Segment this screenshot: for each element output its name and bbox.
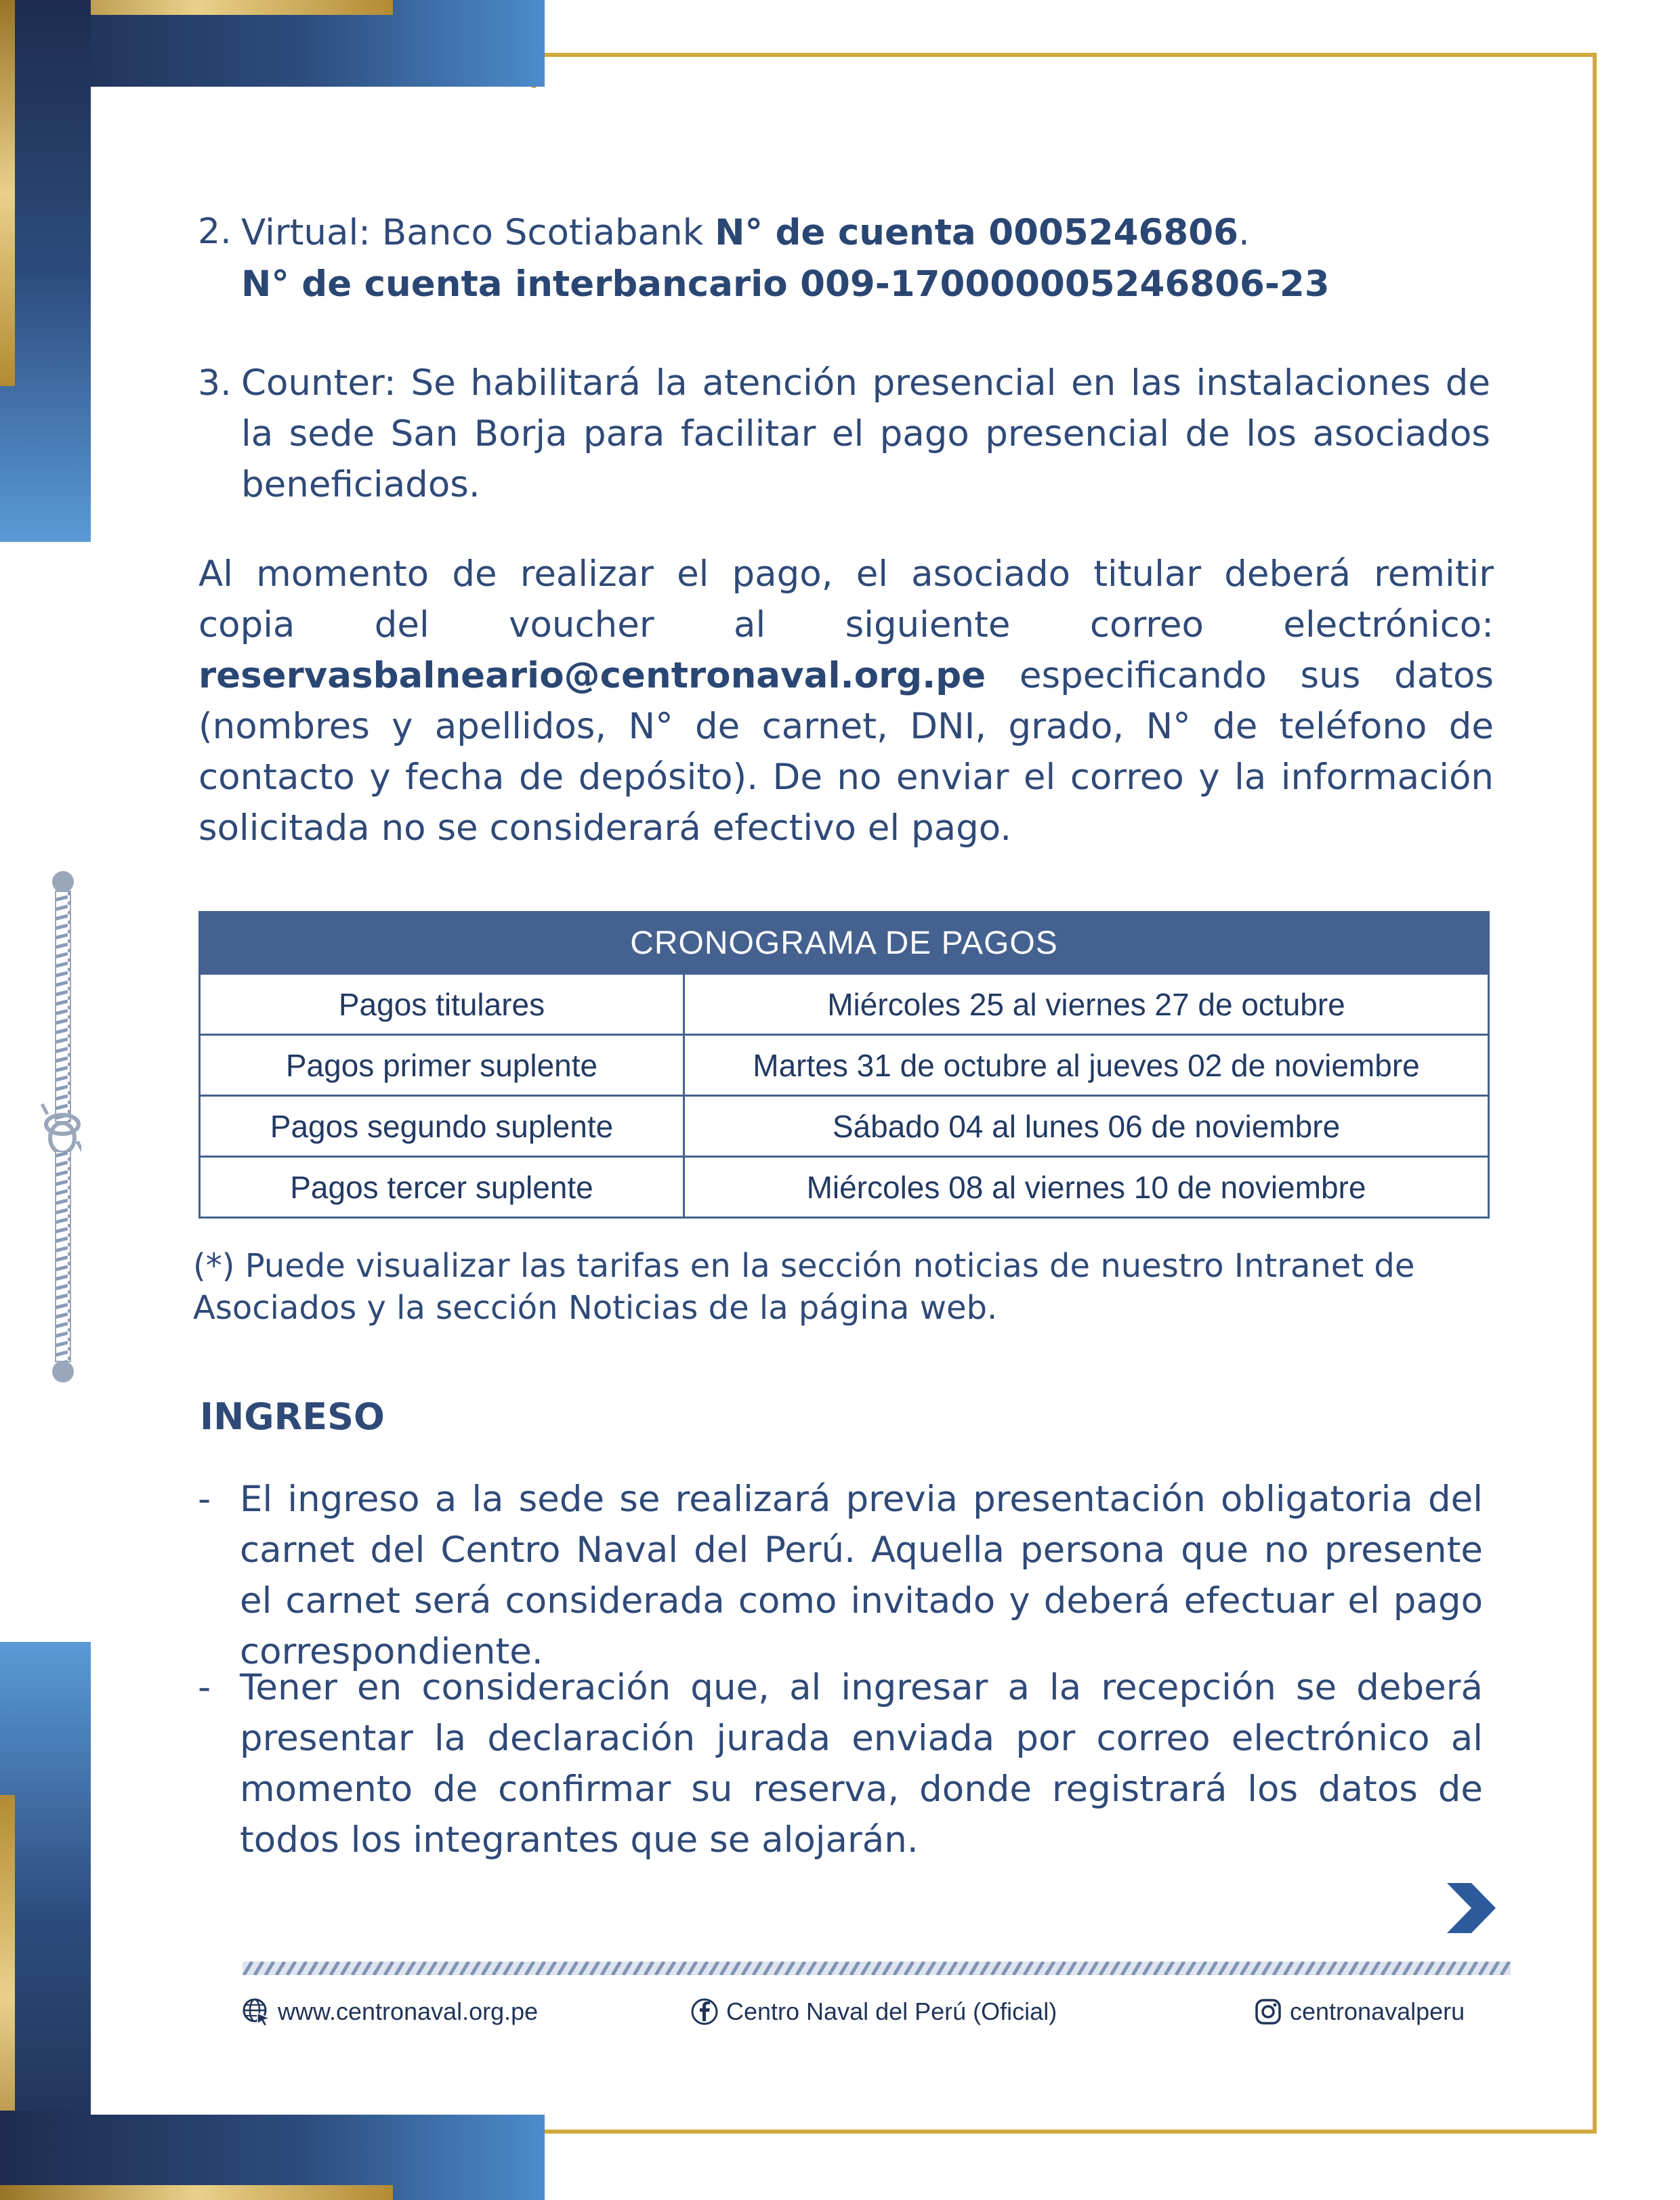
reservation-email-link[interactable]: reservasbalneario@centronaval.org.pe — [198, 655, 986, 696]
row-dates: Martes 31 de octubre al jueves 02 de noviembre — [684, 1035, 1489, 1096]
ingreso-item-1: El ingreso a la sede se realizará previa presentación obligatoria del carnet del Centro Naval del Perú. Aquella persona que no presente el carnet será considerada como invitado y deberá efectuar el pago correspondiente. — [240, 1479, 1483, 1672]
row-dates: Sábado 04 al lunes 06 de noviembre — [684, 1096, 1489, 1157]
list-number-2: 2. — [198, 211, 232, 252]
table-row — [200, 1157, 1489, 1218]
facebook-link[interactable]: Centro Naval del Perú (Oficial) — [726, 1997, 1057, 2025]
footer-rope-divider — [243, 1962, 1511, 1975]
footer-facebook[interactable] — [690, 1997, 1057, 2027]
counter-payment-text: Counter: Se habilitará la atención presencial en las instalaciones de la sede San Borja para facilitar el pago presencial de los asociados beneficiados. — [241, 362, 1490, 505]
instructions-line-2: copia del voucher al siguiente correo electrónico: — [198, 604, 1494, 646]
list-number-3: 3. — [198, 363, 232, 404]
virtual-payment-line — [241, 207, 1461, 258]
account-suffix: . — [1238, 212, 1250, 253]
bottom-gold-band — [0, 2185, 393, 2200]
virtual-payment-prefix: Virtual: Banco Scotiabank — [241, 212, 715, 253]
row-label: Pagos primer suplente — [200, 1035, 684, 1096]
ingreso-heading: INGRESO — [200, 1395, 385, 1438]
account-number: N° de cuenta 0005246806 — [715, 212, 1238, 253]
instructions-rest: especificando sus datos (nombres y apellidos, N° de carnet, DNI, grado, N° de teléfono de contacto y fecha de depósito). De no enviar el correo y la información solicitada no se considerará efectivo el pago. — [198, 655, 1494, 849]
chevron-right-icon[interactable] — [1442, 1879, 1500, 1937]
table-row — [200, 1096, 1489, 1157]
instructions-line-1: Al momento de realizar el pago, el asociado titular deberá remitir — [198, 553, 1494, 595]
footer-instagram[interactable] — [1253, 1997, 1465, 2027]
bullet-dash: - — [198, 1479, 211, 1520]
footer-website[interactable] — [241, 1997, 538, 2027]
instagram-icon — [1253, 1997, 1283, 2027]
table-row — [200, 974, 1489, 1035]
row-dates: Miércoles 25 al viernes 27 de octubre — [684, 974, 1489, 1035]
row-label: Pagos segundo suplente — [200, 1096, 684, 1157]
schedule-title: CRONOGRAMA DE PAGOS — [200, 912, 1489, 974]
interbank-account-number: N° de cuenta interbancario 009-170000005246806-23 — [241, 263, 1330, 305]
rates-note: (*) Puede visualizar las tarifas en la sección noticias de nuestro Intranet de Asociados y la sección Noticias de la página web. — [193, 1247, 1415, 1327]
instructions-body — [198, 650, 1494, 853]
bullet-dash: - — [198, 1667, 211, 1708]
row-label: Pagos tercer suplente — [200, 1157, 684, 1218]
table-row — [200, 1035, 1489, 1096]
rope-knot-icon — [41, 867, 81, 1389]
facebook-icon — [690, 1997, 719, 2027]
left-gold-band-top — [0, 0, 15, 386]
instagram-link[interactable]: centronavalperu — [1290, 1997, 1465, 2025]
row-label: Pagos titulares — [200, 974, 684, 1035]
payment-schedule-table — [198, 911, 1490, 1219]
row-dates: Miércoles 08 al viernes 10 de noviembre — [684, 1157, 1489, 1218]
website-link[interactable]: www.centronaval.org.pe — [278, 1997, 539, 2025]
globe-cursor-icon — [241, 1997, 271, 2027]
interbank-line — [241, 259, 1461, 310]
ingreso-item-2: Tener en consideración que, al ingresar a la recepción se deberá presentar la declaración jurada enviada por correo electrónico al momento de confirmar su reserva, donde registrará los datos de todos los integrantes que se alojarán. — [240, 1667, 1483, 1861]
